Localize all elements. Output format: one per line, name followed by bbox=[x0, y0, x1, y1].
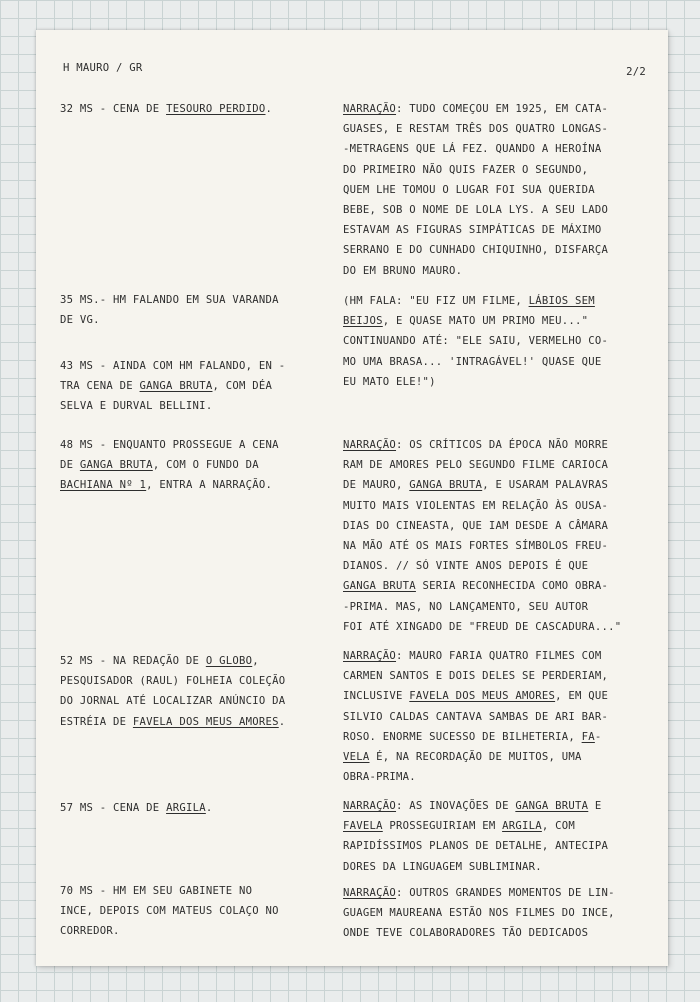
text-run: DE MAURO, bbox=[343, 479, 410, 492]
text-line bbox=[60, 712, 322, 732]
text-run: 57 MS - CENA DE bbox=[60, 802, 167, 814]
text-run: -METRAGENS QUE LÁ FEZ. QUANDO A HEROÍNA bbox=[343, 143, 602, 156]
text-run: SILVIO CALDAS CANTAVA SAMBAS DE ARI BAR- bbox=[343, 710, 609, 723]
underlined-title: NARRAÇÃO bbox=[343, 439, 397, 451]
text-run: ESTRÉIA DE bbox=[60, 715, 133, 728]
text-run: . bbox=[205, 802, 213, 814]
text-line bbox=[60, 376, 322, 396]
underlined-title: NARRAÇÃO bbox=[343, 650, 397, 662]
text-run: : OS CRÍTICOS DA ÉPOCA NÃO MORRE bbox=[396, 439, 609, 451]
text-line bbox=[343, 496, 655, 516]
text-line bbox=[343, 816, 655, 836]
text-line bbox=[343, 767, 655, 787]
text-run: - bbox=[594, 730, 602, 743]
text-run: , COM O FUNDO DA bbox=[152, 459, 259, 472]
underlined-title: FAVELA bbox=[343, 820, 383, 833]
text-run: , COM DÉA bbox=[212, 380, 273, 393]
text-line bbox=[343, 240, 655, 260]
text-run: . bbox=[265, 103, 273, 115]
text-line bbox=[343, 646, 655, 666]
text-line bbox=[343, 475, 655, 495]
text-run: OBRA-PRIMA. bbox=[343, 771, 416, 784]
shot-description bbox=[60, 881, 322, 942]
shot-description bbox=[60, 651, 322, 732]
shot-description bbox=[60, 798, 322, 818]
text-line bbox=[343, 536, 655, 556]
text-run: DO EM BRUNO MAURO. bbox=[343, 264, 463, 277]
text-run: GUAGEM MAUREANA ESTÃO NOS FILMES DO INCE, bbox=[343, 907, 615, 920]
text-line bbox=[343, 291, 655, 311]
text-run: : MAURO FARIA QUATRO FILMES COM bbox=[396, 650, 602, 662]
text-run: NA MÃO ATÉ OS MAIS FORTES SÍMBOLOS FREU- bbox=[343, 539, 609, 552]
text-line bbox=[343, 617, 655, 637]
text-run: , COM bbox=[541, 820, 576, 833]
typewritten-page bbox=[36, 30, 668, 966]
text-run: : OUTROS GRANDES MOMENTOS DE LIN- bbox=[396, 887, 615, 899]
text-run: PROSSEGUIRIAM EM bbox=[382, 820, 503, 833]
text-run: SERIA RECONHECIDA COMO OBRA- bbox=[415, 580, 609, 593]
text-run: , EM QUE bbox=[555, 690, 609, 703]
text-run: 52 MS - NA REDAÇÃO DE bbox=[60, 655, 206, 667]
text-line bbox=[343, 119, 655, 139]
shot-description bbox=[60, 99, 322, 119]
narration-text bbox=[343, 883, 655, 944]
text-run: 32 MS - CENA DE bbox=[60, 103, 167, 115]
text-line bbox=[60, 310, 322, 330]
text-run: ESTAVAM AS FIGURAS SIMPÁTICAS DE MÁXIMO bbox=[343, 224, 602, 237]
text-line bbox=[343, 455, 655, 475]
text-run: , E USARAM PALAVRAS bbox=[482, 479, 609, 492]
shot-description bbox=[60, 435, 322, 496]
narration-text bbox=[343, 291, 655, 392]
text-run: CONTINUANDO ATÉ: "ELE SAIU, VERMELHO CO- bbox=[343, 335, 609, 348]
text-run: E bbox=[588, 800, 602, 812]
text-line bbox=[343, 139, 655, 159]
text-run: GUASES, E RESTAM TRÊS DOS QUATRO LONGAS- bbox=[343, 123, 609, 136]
underlined-title: O GLOBO bbox=[205, 655, 253, 667]
narration-text bbox=[343, 646, 655, 787]
text-run: ROSO. ENORME SUCESSO DE BILHETERIA, bbox=[343, 730, 582, 743]
text-line bbox=[343, 903, 655, 923]
text-line bbox=[60, 290, 322, 310]
text-run: RAPIDÍSSIMOS PLANOS DE DETALHE, ANTECIPA bbox=[343, 840, 609, 853]
underlined-title: NARRAÇÃO bbox=[343, 887, 397, 899]
text-line bbox=[60, 651, 322, 671]
text-line bbox=[343, 686, 655, 706]
text-run: 48 MS - ENQUANTO PROSSEGUE A CENA bbox=[60, 439, 279, 451]
underlined-title: GANGA BRUTA bbox=[409, 479, 483, 492]
text-run: BEBE, SOB O NOME DE LOLA LYS. A SEU LADO bbox=[343, 203, 609, 216]
text-line bbox=[343, 747, 655, 767]
text-line bbox=[60, 921, 322, 941]
underlined-title: TESOURO PERDIDO bbox=[166, 103, 266, 115]
text-run: MO UMA BRASA... 'INTRAGÁVEL!' QUASE QUE bbox=[343, 355, 602, 368]
text-line bbox=[343, 576, 655, 596]
text-run: 70 MS - HM EM SEU GABINETE NO bbox=[60, 885, 253, 897]
text-run: . bbox=[278, 715, 286, 728]
header-left: H MAURO / GR bbox=[63, 62, 143, 74]
underlined-title: GANGA BRUTA bbox=[515, 800, 589, 812]
text-run: , E QUASE MATO UM PRIMO MEU..." bbox=[382, 315, 589, 328]
text-line bbox=[60, 455, 322, 475]
underlined-title: VELA bbox=[343, 750, 370, 763]
text-line bbox=[343, 556, 655, 576]
text-run: DORES DA LINGUAGEM SUBLIMINAR. bbox=[343, 860, 542, 873]
text-run: CARMEN SANTOS E DOIS DELES SE PERDERIAM, bbox=[343, 670, 609, 683]
text-line bbox=[343, 200, 655, 220]
text-run: SELVA E DURVAL BELLINI. bbox=[60, 400, 213, 413]
text-run: EU MATO ELE!") bbox=[343, 375, 436, 388]
text-run: DO PRIMEIRO NÃO QUIS FAZER O SEGUNDO, bbox=[343, 163, 589, 176]
text-line bbox=[343, 261, 655, 281]
underlined-title: GANGA BRUTA bbox=[139, 380, 213, 393]
text-line bbox=[60, 901, 322, 921]
text-run: DIAS DO CINEASTA, QUE IAM DESDE A CÂMARA bbox=[343, 519, 609, 532]
text-run: PESQUISADOR (RAUL) FOLHEIA COLEÇÃO bbox=[60, 675, 286, 688]
text-run: DE VG. bbox=[60, 314, 100, 327]
text-line bbox=[343, 836, 655, 856]
underlined-title: FA bbox=[581, 730, 595, 743]
underlined-title: GANGA BRUTA bbox=[343, 580, 416, 593]
text-run: (HM FALA: "EU FIZ UM FILME, bbox=[343, 295, 529, 307]
text-line bbox=[343, 796, 655, 816]
text-line bbox=[343, 857, 655, 877]
text-run: 35 MS.- HM FALANDO EM SUA VARANDA bbox=[60, 294, 279, 306]
text-line bbox=[60, 99, 322, 119]
text-line bbox=[343, 311, 655, 331]
text-line bbox=[343, 220, 655, 240]
text-run: SERRANO E DO CUNHADO CHIQUINHO, DISFARÇA bbox=[343, 244, 609, 257]
text-run: TRA CENA DE bbox=[60, 380, 140, 393]
text-line bbox=[343, 435, 655, 455]
underlined-title: ARGILA bbox=[166, 802, 206, 814]
text-line bbox=[343, 99, 655, 119]
text-line bbox=[343, 331, 655, 351]
text-run: É, NA RECORDAÇÃO DE MUITOS, UMA bbox=[369, 750, 582, 763]
text-line bbox=[60, 396, 322, 416]
shot-description bbox=[60, 290, 322, 330]
text-run: , ENTRA A NARRAÇÃO. bbox=[146, 479, 273, 492]
text-run: FOI ATÉ XINGADO DE "FREUD DE CASCADURA..." bbox=[343, 620, 622, 633]
text-line bbox=[60, 881, 322, 901]
text-run: INCLUSIVE bbox=[343, 690, 410, 703]
text-run: MUITO MAIS VIOLENTAS EM RELAÇÃO ÀS OUSA- bbox=[343, 499, 609, 512]
text-line bbox=[60, 798, 322, 818]
text-run: CORREDOR. bbox=[60, 925, 120, 938]
underlined-title: BEIJOS bbox=[343, 315, 383, 328]
text-run: RAM DE AMORES PELO SEGUNDO FILME CARIOCA bbox=[343, 459, 609, 472]
text-line bbox=[60, 435, 322, 455]
text-line bbox=[343, 923, 655, 943]
text-line bbox=[343, 666, 655, 686]
narration-text bbox=[343, 796, 655, 877]
text-line bbox=[60, 691, 322, 711]
underlined-title: LÁBIOS SEM bbox=[528, 295, 595, 307]
underlined-title: GANGA BRUTA bbox=[79, 459, 153, 472]
text-run: ONDE TEVE COLABORADORES TÃO DEDICADOS bbox=[343, 927, 589, 940]
text-run: : TUDO COMEÇOU EM 1925, EM CATA- bbox=[396, 103, 609, 115]
text-line bbox=[343, 707, 655, 727]
text-line bbox=[343, 352, 655, 372]
shot-description bbox=[60, 356, 322, 417]
narration-text bbox=[343, 99, 655, 281]
text-line bbox=[343, 160, 655, 180]
text-line bbox=[60, 671, 322, 691]
text-line bbox=[343, 727, 655, 747]
text-line bbox=[343, 372, 655, 392]
underlined-title: NARRAÇÃO bbox=[343, 103, 397, 115]
underlined-title: BACHIANA Nº 1 bbox=[60, 479, 147, 492]
text-line bbox=[343, 597, 655, 617]
text-line bbox=[60, 475, 322, 495]
text-line bbox=[60, 356, 322, 376]
underlined-title: ARGILA bbox=[502, 820, 542, 833]
underlined-title: FAVELA DOS MEUS AMORES bbox=[132, 715, 279, 728]
text-run: DE bbox=[60, 459, 80, 472]
narration-text bbox=[343, 435, 655, 637]
underlined-title: NARRAÇÃO bbox=[343, 800, 397, 812]
text-run: DO JORNAL ATÉ LOCALIZAR ANÚNCIO DA bbox=[60, 695, 286, 708]
text-run: , bbox=[252, 655, 259, 667]
text-run: INCE, DEPOIS COM MATEUS COLAÇO NO bbox=[60, 905, 279, 918]
underlined-title: FAVELA DOS MEUS AMORES bbox=[409, 690, 556, 703]
text-run: : AS INOVAÇÕES DE bbox=[396, 800, 516, 812]
text-run: -PRIMA. MAS, NO LANÇAMENTO, SEU AUTOR bbox=[343, 600, 589, 613]
text-line bbox=[343, 180, 655, 200]
text-run: QUEM LHE TOMOU O LUGAR FOI SUA QUERIDA bbox=[343, 183, 595, 196]
page-number: 2/2 bbox=[626, 66, 646, 78]
text-run: DIANOS. // SÓ VINTE ANOS DEPOIS É QUE bbox=[343, 560, 589, 573]
text-run: 43 MS - AINDA COM HM FALANDO, EN - bbox=[60, 360, 286, 372]
text-line bbox=[343, 516, 655, 536]
text-line bbox=[343, 883, 655, 903]
